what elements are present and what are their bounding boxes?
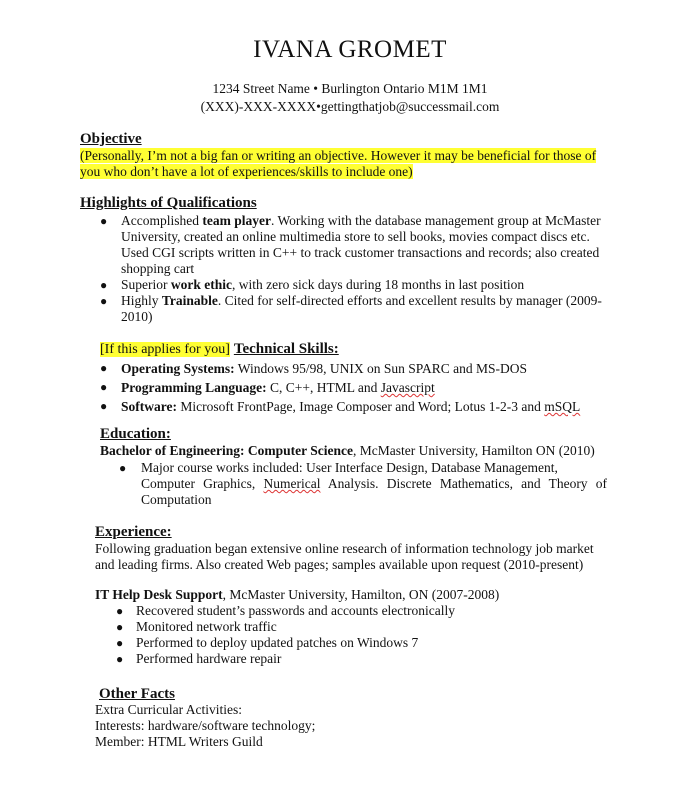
skill-value: C, C++, HTML and (266, 380, 381, 395)
list-item (116, 651, 596, 667)
address-line: 1234 Street Name • Burlington Ontario M1M 1M1 (212, 81, 488, 96)
item-text: 2010) (121, 309, 153, 324)
experience-summary (95, 541, 594, 573)
bullet-icon: ● (100, 361, 108, 375)
item-text: Superior (121, 277, 171, 292)
bullet-icon: ● (116, 636, 124, 650)
summary-line-2: and leading firms. Also created Web pages; samples available upon request (2010-present) (95, 557, 584, 572)
list-item (100, 277, 620, 293)
fact-line: Extra Curricular Activities: (95, 702, 242, 717)
item-text: Computer Graphics, (141, 476, 264, 491)
other-facts (95, 702, 315, 750)
item-text: , with zero sick days during 18 months in last position (232, 277, 525, 292)
objective-line-2: you who don’t have a lot of experiences/skills to include one) (80, 164, 413, 179)
list-item (116, 635, 596, 651)
item-bold: work ethic (170, 277, 232, 292)
degree-name: Bachelor of Engineering: Computer Science (100, 443, 353, 458)
school-details: , McMaster University, Hamilton ON (2010) (352, 443, 595, 458)
bullet-icon: ● (100, 294, 108, 308)
list-item (116, 603, 596, 619)
job-line (95, 587, 499, 603)
fact-line: Member: HTML Writers Guild (95, 734, 263, 749)
list-item (100, 397, 620, 416)
course-line-2 (141, 476, 607, 492)
item-text: Monitored network traffic (136, 619, 277, 634)
bullet-icon: ● (100, 214, 108, 228)
skill-value: Windows 95/98, UNIX on Sun SPARC and MS-DOS (234, 361, 528, 376)
item-text-flagged: Numerical (263, 476, 321, 491)
list-item (100, 213, 620, 277)
objective-heading: Objective (80, 131, 142, 147)
list-item (119, 460, 607, 508)
item-text: University, created an online multimedia store to sell books, movies compact discs etc. (121, 229, 590, 244)
item-text: Accomplished (121, 213, 203, 228)
course-line-1: Major course works included: User Interface Design, Database Management, (141, 460, 558, 475)
education-heading: Education: (100, 426, 171, 442)
bullet-icon: ● (116, 620, 124, 634)
bullet-icon: ● (100, 380, 108, 394)
highlights-list (100, 213, 620, 325)
duties-list (116, 603, 596, 667)
course-line-3: Computation (141, 492, 212, 507)
bullet-icon: ● (116, 652, 124, 666)
item-text: . Working with the database management group at McMaster (270, 213, 601, 228)
item-bold: team player (202, 213, 271, 228)
item-text: Recovered student’s passwords and accounts electronically (136, 603, 456, 618)
bullet-icon: ● (119, 461, 127, 475)
skill-label: Operating Systems: (121, 361, 235, 376)
job-title: IT Help Desk Support (95, 587, 223, 602)
item-bold: Trainable (161, 293, 218, 308)
list-item (100, 293, 620, 325)
list-item (100, 378, 620, 397)
list-item (116, 619, 596, 635)
item-text: Analysis. Discrete Mathematics, and Theory of (320, 476, 607, 491)
technical-heading: Technical Skills: (233, 341, 339, 357)
skill-value-flagged: mSQL (544, 399, 581, 414)
item-text: Performed hardware repair (136, 651, 282, 666)
skill-label: Software: (121, 399, 177, 414)
objective-text (80, 148, 596, 180)
objective-line-1: (Personally, I’m not a big fan or writing an objective. However it may be beneficial for those of (80, 148, 597, 163)
summary-line-1: Following graduation began extensive online research of information technology job market (95, 541, 594, 556)
job-details: , McMaster University, Hamilton, ON (2007-2008) (222, 587, 500, 602)
technical-list (100, 359, 620, 416)
list-item (100, 359, 620, 378)
resume-name: IVANA GROMET (253, 36, 447, 63)
bullet-icon: ● (116, 604, 124, 618)
item-text: . Cited for self-directed efforts and excellent results by manager (2009- (217, 293, 602, 308)
fact-line: Interests: hardware/software technology; (95, 718, 316, 733)
contact-line: (XXX)-XXX-XXXX•gettingthatjob@successmail.com (200, 99, 500, 114)
technical-heading-row (100, 340, 339, 359)
item-text: Performed to deploy updated patches on Windows 7 (136, 635, 419, 650)
experience-heading: Experience: (95, 524, 172, 540)
technical-note: [If this applies for you] (100, 342, 230, 357)
highlights-heading: Highlights of Qualifications (80, 195, 257, 211)
skill-label: Programming Language: (121, 380, 267, 395)
degree-line (100, 443, 595, 459)
education-list (119, 460, 607, 508)
bullet-icon: ● (100, 399, 108, 413)
contact-block (0, 80, 700, 116)
item-text: Used CGI scripts written in C++ to track customer transactions and records; also created (121, 245, 600, 260)
other-heading: Other Facts (99, 686, 175, 702)
item-text: Highly (121, 293, 162, 308)
skill-value: Microsoft FrontPage, Image Composer and Word; Lotus 1-2-3 and (176, 399, 545, 414)
bullet-icon: ● (100, 278, 108, 292)
item-text: shopping cart (121, 261, 195, 276)
skill-value-flagged: Javascript (380, 380, 435, 395)
